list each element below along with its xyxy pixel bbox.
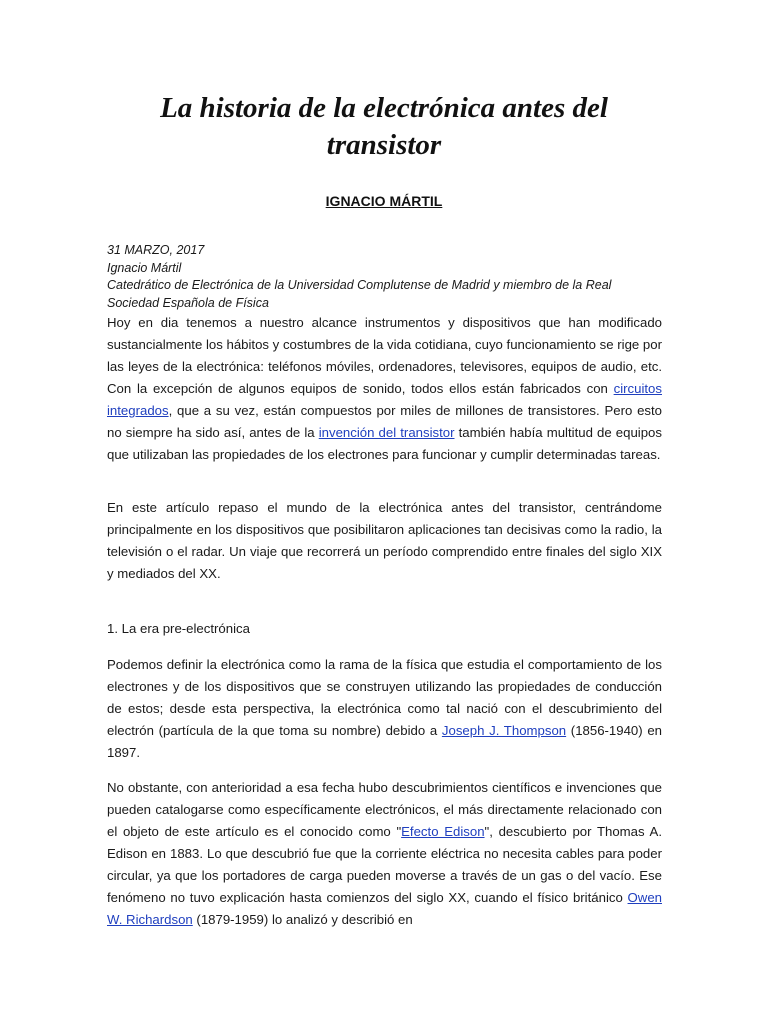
paragraph-text: también había multitud de equipos que utilizaban las propiedades de los electrones para funcionar y cumplir determinadas tareas.: [107, 425, 662, 462]
paragraph-text: (1856-1940) en 1897.: [107, 723, 662, 760]
paragraph-definition: [107, 654, 662, 764]
author-affiliation-line1: Catedrático de Electrónica de la Universidad Complutense de Madrid y miembro de la Real: [107, 278, 612, 292]
article-meta: [107, 242, 667, 312]
paragraph-text: Hoy en dia tenemos a nuestro alcance instrumentos y dispositivos que han modificado sustancialmente los hábitos y costumbres de la vida cotidiana, cuyo funcionamiento se rige por las leyes de la electrónica: teléfonos móviles, ordenadores, televisores, equipos de audio, etc. Con la excepción de algunos equipos de sonido, todos ellos están fabricados con: [107, 315, 662, 396]
paragraph-text: , que a su vez, están compuestos por miles de millones de transistores. Pero esto no siempre ha sido así, antes de la: [107, 403, 662, 440]
author-affiliation-line2: Sociedad Española de Física: [107, 295, 269, 310]
paragraph-text: No obstante, con anterioridad a esa fecha hubo descubrimientos científicos e invenciones que pueden catalogarse como específicamente electrónicos, el más directamente relacionado con el objeto de este artículo es el conocido como ": [107, 780, 662, 839]
link-owen-richardson[interactable]: Owen W. Richardson: [107, 890, 662, 927]
paragraph-text: (1879-1959) lo analizó y describió en: [192, 912, 413, 927]
section-heading: 1. La era pre-electrónica: [107, 621, 250, 636]
article-title: La historia de la electrónica antes del transistor: [160, 92, 608, 161]
paragraph-text: En este artículo repaso el mundo de la electrónica antes del transistor, centrándome principalmente en los dispositivos que posibilitaron aplicaciones tan decisivas como la radio, la televisión o el radar. Un viaje que recorrerá un período comprendido entre finales del siglo XIX y mediados del XX.: [107, 500, 662, 581]
paragraph-edison: [107, 777, 662, 931]
link-joseph-thompson[interactable]: Joseph J. Thompson: [441, 723, 567, 738]
paragraph-text: Podemos definir la electrónica como la rama de la física que estudia el comportamiento de los electrones y de los dispositivos que se construyen utilizando las propiedades de conducción de estos; desde esta perspectiva, la electrónica como tal nació con el descubrimiento del electrón (partícula de la que toma su nombre) debido a: [107, 657, 662, 738]
link-efecto-edison[interactable]: Efecto Edison: [401, 824, 485, 839]
publish-date: 31 MARZO, 2017: [107, 243, 205, 257]
author-name: Ignacio Mártil: [107, 260, 182, 275]
link-invencion-transistor[interactable]: invención del transistor: [318, 425, 455, 440]
article-author: IGNACIO MÁRTIL: [325, 193, 443, 209]
link-circuitos-integrados[interactable]: circuitos integrados: [107, 381, 662, 418]
paragraph-overview: [107, 497, 662, 585]
paragraph-text: ", descubierto por Thomas A. Edison en 1883. Lo que descubrió fue que la corriente eléctrica no necesita cables para poder circular, ya que los portadores de carga pueden moverse a través de un gas o del vacío. Ese fenómeno no tuvo explicación hasta comienzos del siglo XX, cuando el físico británico: [107, 824, 663, 905]
paragraph-intro: [107, 312, 662, 466]
